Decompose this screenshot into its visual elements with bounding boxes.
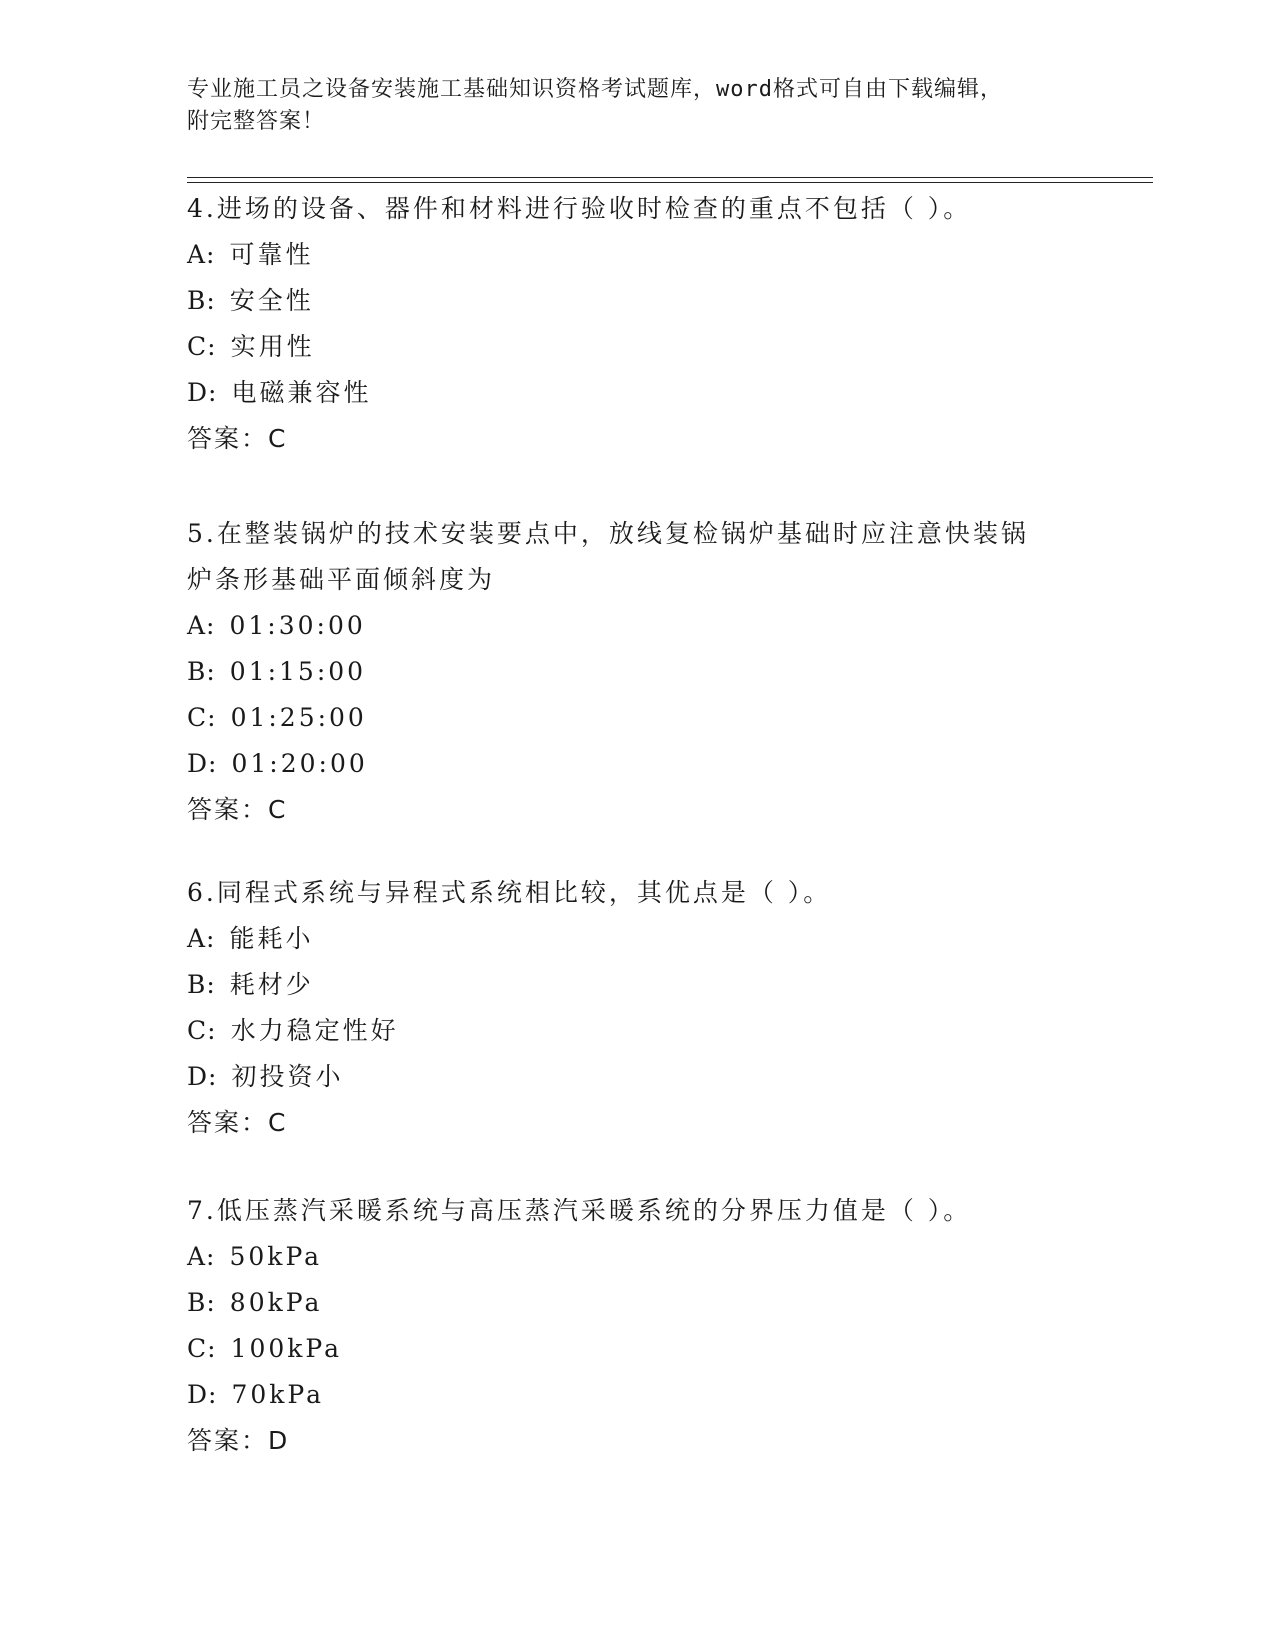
question-stem: 7.低压蒸汽采暖系统与高压蒸汽采暖系统的分界压力值是（ ）。 [187,1196,972,1225]
header-divider-top [187,177,1153,178]
option-text: 100kPa [230,1334,343,1363]
question-4 [187,186,1087,462]
option-text: 70kPa [231,1380,325,1409]
option-text: 初投资小 [231,1062,344,1091]
option-b [187,1280,1087,1326]
document-header [187,74,1087,138]
option-text: 80kPa [229,1288,323,1317]
answer-line: 答案：C [187,795,288,824]
option-c [187,1008,1087,1054]
header-line-1: 专业施工员之设备安装施工基础知识资格考试题库，word格式可自由下载编辑， [187,77,1003,102]
option-a [187,916,1087,962]
option-text: 耗材少 [229,970,314,999]
question-stem: 4.进场的设备、器件和材料进行验收时检查的重点不包括（ ）。 [187,194,972,223]
question-stem-continued: 炉条形基础平面倾斜度为 [187,565,496,594]
option-text: 50kPa [229,1242,323,1271]
option-label: C: [187,703,217,732]
answer-line: 答案：D [187,1426,290,1455]
option-a [187,232,1087,278]
option-b [187,278,1087,324]
option-b [187,649,1087,695]
header-line-2: 附完整答案！ [187,109,326,134]
option-text: 01:30:00 [229,611,366,640]
option-text: 01:15:00 [229,657,367,686]
question-stem: 5.在整装锅炉的技术安装要点中，放线复检锅炉基础时应注意快装锅 [187,519,1029,548]
question-stem: 6.同程式系统与异程式系统相比较，其优点是（ ）。 [187,878,832,907]
option-a [187,1234,1087,1280]
option-label: C: [187,332,217,361]
question-6 [187,870,1087,1146]
option-text: 01:25:00 [230,703,367,732]
option-label: B: [187,970,216,999]
option-text: 水力稳定性好 [230,1016,399,1045]
option-label: C: [187,1016,217,1045]
option-label: D: [187,1380,218,1409]
option-text: 安全性 [229,286,314,315]
question-7 [187,1188,1087,1464]
answer-line: 答案：C [187,424,288,453]
option-label: A: [187,924,216,953]
option-d [187,1054,1087,1100]
option-label: A: [187,1242,216,1271]
option-d [187,370,1087,416]
option-label: B: [187,657,216,686]
option-label: B: [187,1288,216,1317]
option-c [187,324,1087,370]
option-text: 能耗小 [229,924,314,953]
option-text: 实用性 [230,332,315,361]
option-label: B: [187,286,216,315]
option-label: D: [187,749,218,778]
question-5 [187,511,1087,833]
option-d [187,741,1087,787]
option-text: 01:20:00 [231,749,368,778]
option-d [187,1372,1087,1418]
option-label: A: [187,240,216,269]
option-a [187,603,1087,649]
option-b [187,962,1087,1008]
header-divider-bottom [187,182,1153,183]
option-text: 电磁兼容性 [231,378,372,407]
option-label: A: [187,611,216,640]
answer-line: 答案：C [187,1108,288,1137]
option-label: C: [187,1334,217,1363]
option-label: D: [187,378,218,407]
option-c [187,695,1087,741]
option-text: 可靠性 [229,240,314,269]
option-c [187,1326,1087,1372]
option-label: D: [187,1062,218,1091]
